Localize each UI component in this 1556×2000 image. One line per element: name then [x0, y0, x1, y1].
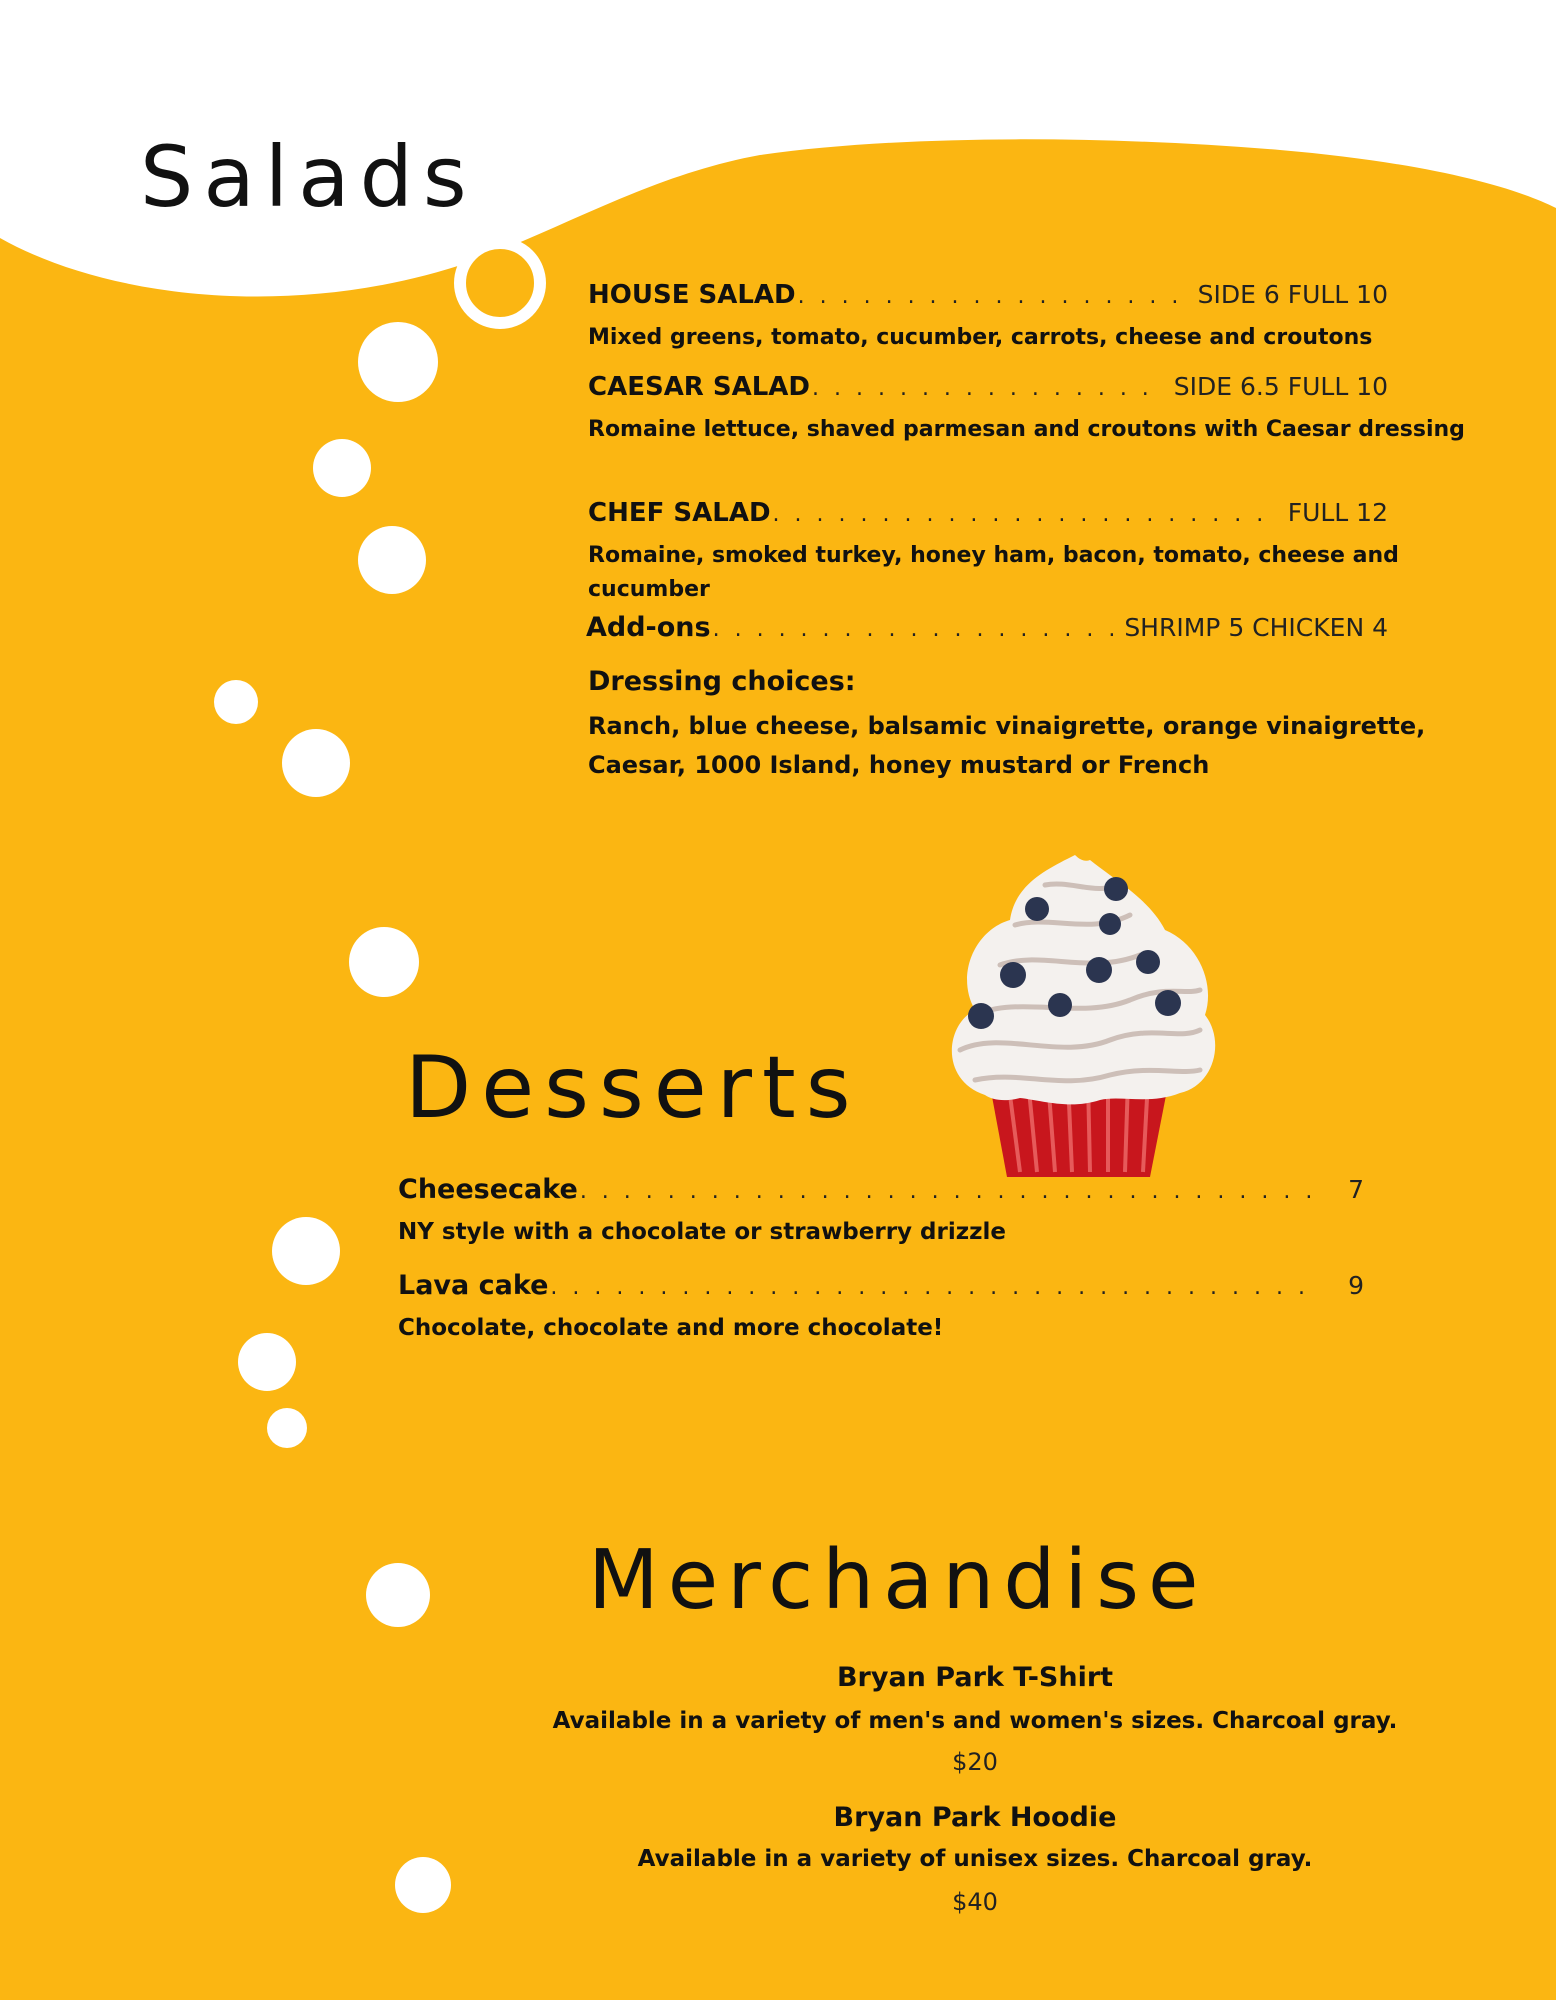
merch-item-description: Available in a variety of men's and women's sizes. Charcoal gray.	[552, 1708, 1398, 1734]
bubble	[349, 927, 419, 997]
dressing-line: Ranch, blue cheese, balsamic vinaigrette, orange vinaigrette,	[588, 712, 1426, 740]
merch-item-price: $40	[952, 1888, 998, 1916]
item-name: HOUSE SALAD	[588, 280, 796, 310]
item-name: CHEF SALAD	[588, 498, 771, 528]
dot-leader	[550, 1275, 1322, 1300]
dot-leader	[798, 284, 1190, 309]
bubble	[358, 322, 438, 402]
bubble	[272, 1217, 340, 1285]
merch-item-name: Bryan Park T-Shirt	[836, 1662, 1114, 1693]
dot-leader	[580, 1179, 1322, 1204]
desserts-title: Desserts	[405, 1038, 861, 1138]
menu-item-chef-salad	[588, 498, 1388, 528]
menu-item-cheesecake	[398, 1174, 1364, 1205]
item-description-line: cucumber	[588, 577, 710, 602]
item-description: Chocolate, chocolate and more chocolate!	[398, 1315, 944, 1341]
item-name: CAESAR SALAD	[588, 372, 811, 402]
item-description: Mixed greens, tomato, cucumber, carrots, cheese and croutons	[588, 325, 1373, 350]
menu-item-house-salad	[588, 280, 1388, 310]
bubble	[395, 1857, 451, 1913]
item-description: NY style with a chocolate or strawberry drizzle	[398, 1219, 1007, 1245]
item-description-line: Romaine, smoked turkey, honey ham, bacon, tomato, cheese and	[588, 543, 1399, 568]
item-price: SIDE 6.5 FULL 10	[1173, 372, 1388, 401]
menu-item-caesar-salad	[588, 372, 1388, 402]
dot-leader	[713, 617, 1117, 642]
dressing-label: Dressing choices:	[588, 666, 856, 697]
bubble	[214, 680, 258, 724]
dressing-line: Caesar, 1000 Island, honey mustard or French	[588, 751, 1210, 779]
item-description: Romaine lettuce, shaved parmesan and croutons with Caesar dressing	[588, 417, 1465, 442]
merch-item-price: $20	[952, 1748, 998, 1776]
bubble	[282, 729, 350, 797]
salads-title: Salads	[140, 128, 477, 226]
merch-item-name: Bryan Park Hoodie	[833, 1802, 1117, 1833]
item-price: 7	[1348, 1175, 1364, 1204]
bubble	[313, 439, 371, 497]
item-name: Lava cake	[398, 1270, 549, 1301]
item-price: SHRIMP 5 CHICKEN 4	[1124, 613, 1388, 642]
dot-leader	[773, 502, 1280, 527]
bubble	[267, 1408, 307, 1448]
bubble	[358, 526, 426, 594]
item-price: 9	[1348, 1271, 1364, 1300]
bubble-ring	[460, 243, 540, 323]
bubble	[366, 1563, 430, 1627]
item-name: Add-ons	[586, 612, 711, 643]
merch-item-description: Available in a variety of unisex sizes. Charcoal gray.	[637, 1846, 1313, 1872]
item-price: FULL 12	[1287, 498, 1388, 527]
menu-item-lava-cake	[398, 1270, 1364, 1301]
bubble	[238, 1333, 296, 1391]
item-name: Cheesecake	[398, 1174, 578, 1205]
dot-leader	[812, 376, 1166, 401]
item-price: SIDE 6 FULL 10	[1197, 280, 1388, 309]
merchandise-title: Merchandise	[588, 1533, 1208, 1628]
menu-item-addons	[586, 612, 1388, 643]
